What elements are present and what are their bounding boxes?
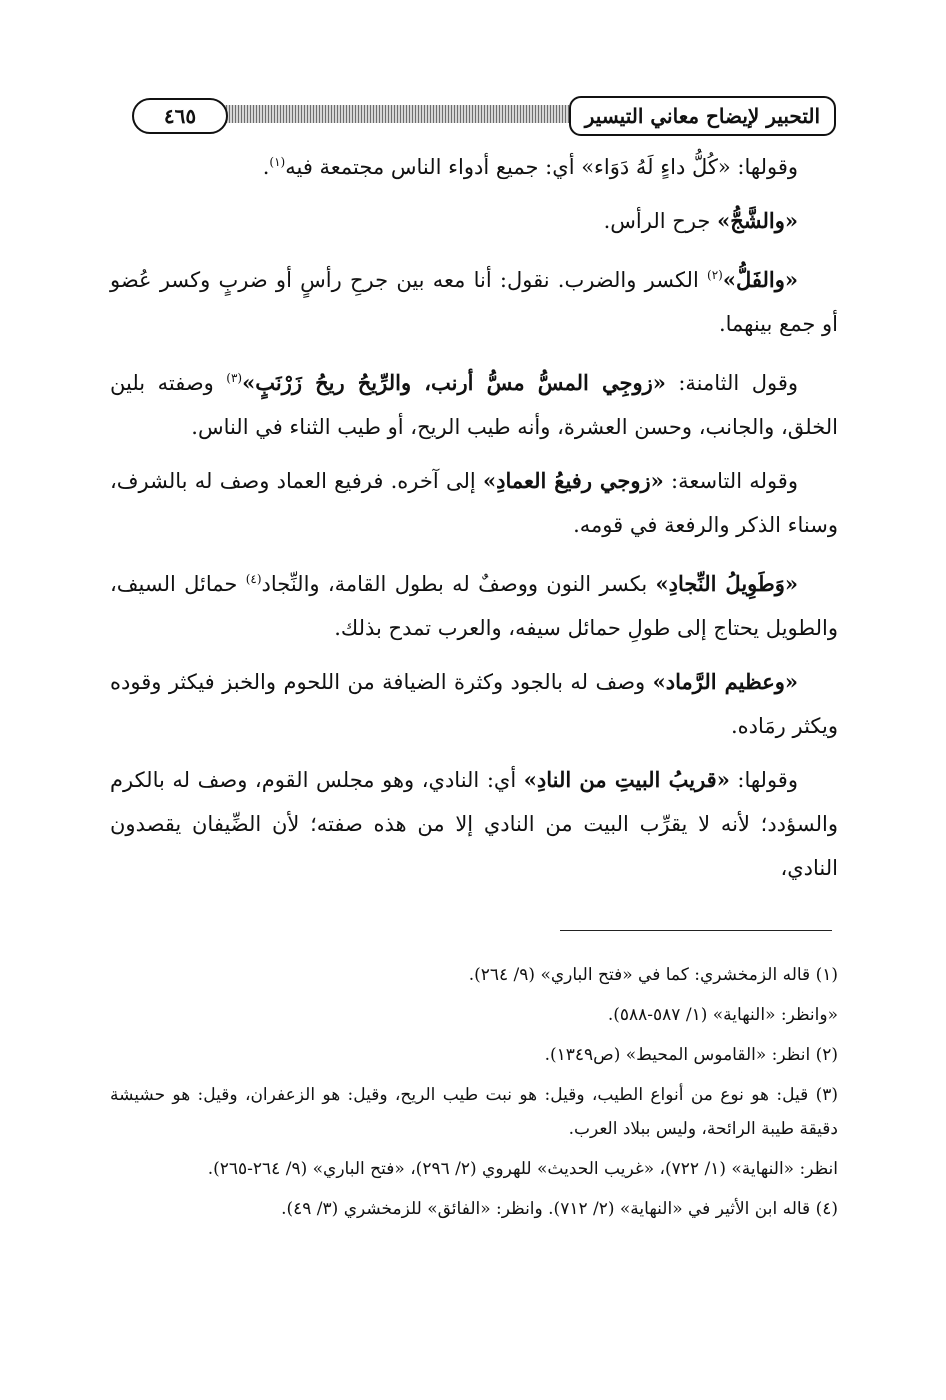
- paragraph-3: [110, 253, 838, 346]
- paragraph-3-text: الكسر والضرب. نقول: أنا معه بين جرحِ رأسٍ أو ضربٍ وكسر عُضو أو جمع بينهما.: [110, 268, 838, 336]
- footnote-ref-1: (١): [269, 155, 286, 169]
- paragraph-2: [110, 199, 838, 243]
- page-number: ٤٦٥: [132, 98, 228, 134]
- paragraph-1: [110, 140, 838, 189]
- paragraph-1-end: .: [262, 155, 270, 179]
- footnote-1-see-also: «وانظر: «النهاية» (١/ ٥٨٧-٥٨٨).: [607, 1005, 838, 1025]
- footnote-ref-3: (٣): [226, 371, 243, 385]
- paragraph-8: [110, 758, 838, 890]
- footnote-ref-4: (٤): [245, 572, 262, 586]
- footnote-2: (٢) انظر: «القاموس المحيط» (ص١٣٤٩).: [544, 1045, 838, 1065]
- footnote-3: (٣) قيل: هو نوع من أنواع الطيب، وقيل: هو نبت طيب الريح، وقيل: هو الزعفران، وقيل: هو حشيشة دقيقة طيبة الرائحة، وليس ببلاد العرب.: [110, 1085, 838, 1139]
- paragraph-6: [110, 557, 838, 650]
- term-ramad: «وعظيم الرَّماد»: [652, 669, 798, 694]
- paragraph-5-lead: وقوله التاسعة:: [663, 469, 798, 493]
- paragraph-5: [110, 459, 838, 547]
- page-header: [110, 96, 838, 138]
- footnote-4: (٤) قاله ابن الأثير في «النهاية» (٢/ ٧١٢). وانظر: «الفائق» للزمخشري (٣/ ٤٩).: [281, 1199, 838, 1219]
- paragraph-5-text: إلى آخره. فرفيع العماد وصف له بالشرف، وسناء الذكر والرفعة في قومه.: [110, 469, 838, 537]
- quote-nadi: «قريبُ البيتِ من النادِ»: [523, 767, 730, 792]
- book-title: التحبير لإيضاح معاني التيسير: [569, 96, 836, 136]
- paragraph-1-text: وقولها: «كُلُّ داءٍ لَهُ دَوَاء» أي: جميع أدواء الناس مجتمعة فيه: [285, 155, 798, 179]
- header-decorative-bar: [196, 105, 628, 123]
- quote-eighth: «زوجِي المسُّ مسُّ أرنب، والرِّيحُ ريحُ زَرْنَبٍ»: [242, 370, 666, 395]
- term-shajj: «والشَّجُّ»: [717, 208, 798, 233]
- paragraph-8-lead: وقولها:: [729, 768, 798, 792]
- paragraph-4: [110, 356, 838, 449]
- paragraph-4-lead: وقول الثامنة:: [665, 371, 798, 395]
- footnote-1: (١) قاله الزمخشري: كما في «فتح الباري» (٩/ ٢٦٤).: [468, 965, 838, 985]
- term-nijad: «وَطَوِيلُ النِّجادِ»: [655, 571, 798, 596]
- paragraph-2-text: جرح الرأس.: [603, 209, 718, 233]
- paragraph-6-text-b: حمائل السيف، والطويل يحتاج إلى طولِ حمائل سيفه، والعرب تمدح بذلك.: [110, 572, 838, 640]
- paragraph-8-text: أي: النادي، وهو مجلس القوم، وصف له بالكرم والسؤدد؛ لأنه لا يقرِّب البيت من النادي إلا من هذه صفته؛ لأن الضِّيفان يقصدون النادي،: [110, 768, 838, 880]
- paragraph-7: [110, 660, 838, 748]
- footnote-ref-2: (٢): [707, 268, 723, 282]
- quote-ninth: «زوجي رفيعُ العمادِ»: [482, 468, 664, 493]
- paragraph-6-text-a: بكسر النون ووصفٌ له بطول القامة، والنِّجاد: [261, 572, 656, 596]
- footnote-separator: [560, 930, 832, 931]
- term-fall: «والفَلُّ»: [722, 267, 798, 292]
- paragraph-7-text: وصف له بالجود وكثرة الضيافة من اللحوم والخبز فيكثر وقوده ويكثر رمَاده.: [110, 670, 838, 738]
- paragraph-4-text: وصفته بلين الخلق، والجانب، وحسن العشرة، وأنه طيب الريح، أو طيب الثناء في الناس.: [110, 371, 838, 439]
- footnotes: [110, 958, 838, 1232]
- main-text: [110, 140, 838, 900]
- footnote-3-see-also: انظر: «النهاية» (١/ ٧٢٢)، «غريب الحديث» للهروي (٢/ ٢٩٦)، «فتح الباري» (٩/ ٢٦٤-٢٦٥).: [207, 1159, 838, 1179]
